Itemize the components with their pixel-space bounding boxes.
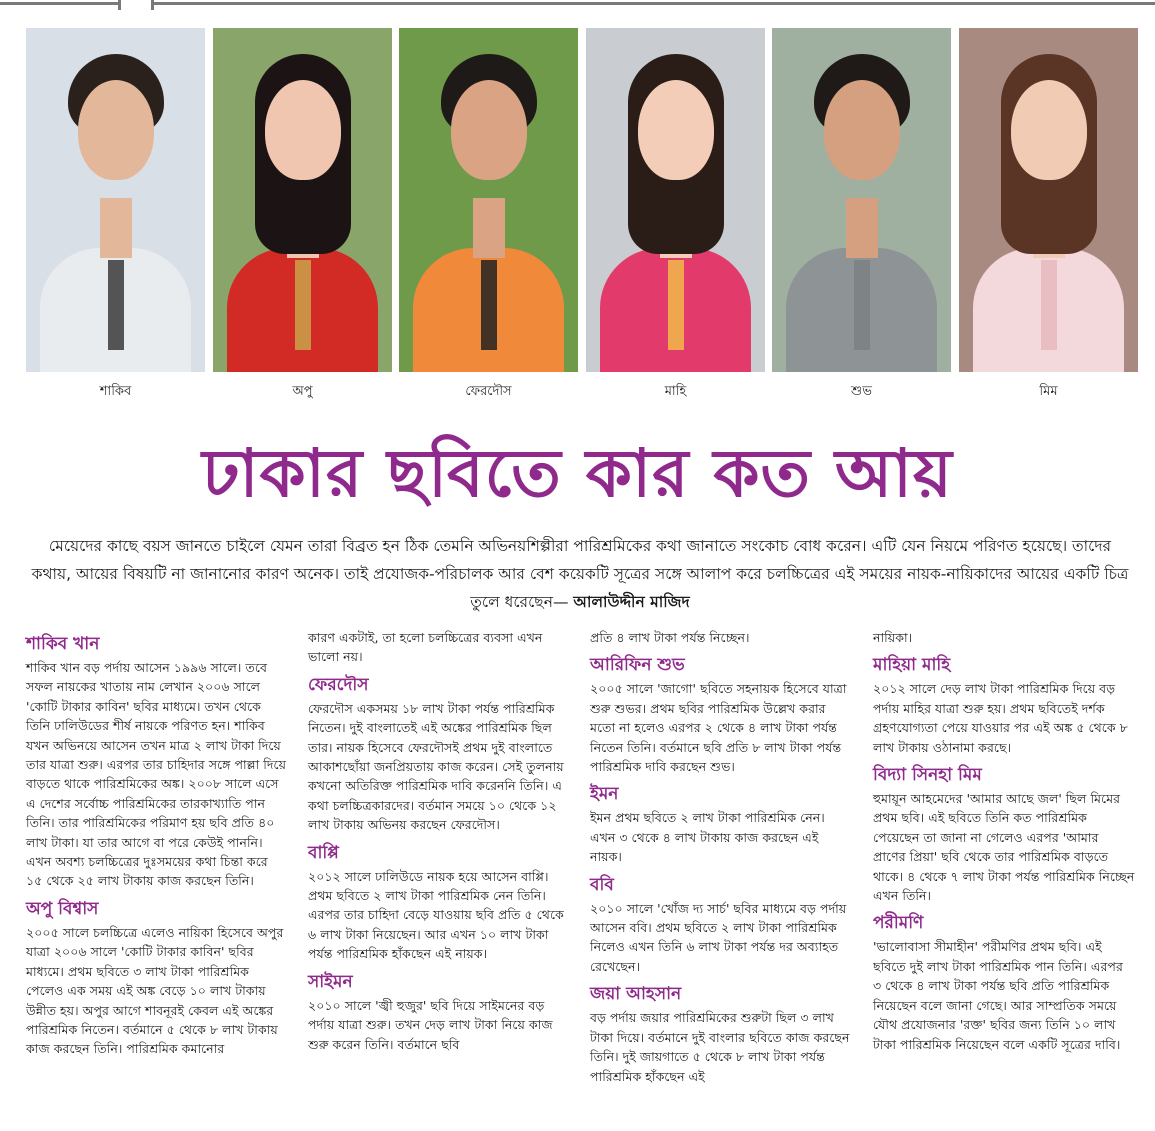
article-body: নায়িকা। bbox=[873, 630, 913, 645]
photo-strip bbox=[26, 28, 1138, 372]
article-item bbox=[26, 897, 288, 1059]
article-body: ২০১২ সালে দেড় লাখ টাকা পারিশ্রমিক দিয়ে বড় পর্দায় মাহির যাত্রা শুরু হয়। প্রথম ছবিতেই দর্শক গ্রহণযোগ্যতা পেয়ে যাওয়ার পর এই অঙ্ক ৫ থেকে ৮ লাখ টাকায় ওঠানামা করছে। bbox=[873, 681, 1128, 755]
article-item bbox=[590, 982, 852, 1086]
article-columns bbox=[26, 628, 1138, 1128]
article-item bbox=[873, 628, 1135, 647]
portrait-neck bbox=[100, 198, 132, 258]
article-item bbox=[590, 873, 852, 977]
portrait-photo bbox=[26, 28, 205, 372]
portrait-face bbox=[78, 80, 154, 180]
portrait-accent bbox=[668, 260, 684, 350]
article-heading: সাইমন bbox=[308, 971, 353, 992]
article-body: ২০১০ সালে 'জ্বী হুজুর' ছবি দিয়ে সাইমনের বড় পর্দায় যাত্রা শুরু। তখন দেড় লাখ টাকা নিয়ে কাজ শুরু করেন তিনি। বর্তমানে ছবি bbox=[308, 997, 553, 1052]
portrait-accent bbox=[108, 260, 124, 350]
article-heading: ববি bbox=[590, 874, 614, 895]
article-item bbox=[873, 763, 1135, 905]
article-heading: বিদ্যা সিনহা মিম bbox=[873, 765, 982, 786]
article-heading: মাহিয়া মাহি bbox=[873, 655, 951, 676]
article-body: ফেরদৌস একসময় ১৮ লাখ টাকা পর্যন্ত পারিশ্রমিক নিতেন। দুই বাংলাতেই এই অঙ্কের পারিশ্রমিক ছিল তার। নায়ক হিসেবে ফেরদৌসই প্রথম দুই বাংলাতে আকাশছোঁয়া জনপ্রিয়তায় কাজ করেন। সেই তুলনায় কখনো অতিরিক্ত পারিশ্রমিক দাবি করেননি তিনি। এ কথা চলচ্চিত্রকারদের। বর্তমান সময়ে ১০ থেকে ১২ লাখ টাকায় অভিনয় করছেন ফেরদৌস। bbox=[308, 700, 564, 833]
page-rule bbox=[0, 2, 1155, 5]
article-column bbox=[590, 628, 852, 1092]
article-item bbox=[308, 673, 570, 835]
photo-caption: শাকিব bbox=[99, 384, 132, 399]
portrait-face bbox=[1011, 80, 1087, 180]
article-heading: জয়া আহসান bbox=[590, 984, 682, 1005]
photo-caption: অপু bbox=[292, 384, 313, 399]
article-body: ২০১০ সালে 'খোঁজ দ্য সার্চ' ছবির মাধ্যমে বড় পর্দায় আসেন ববি। প্রথম ছবিতে ২ লাখ টাকা পারিশ্রমিক নিলেও এখন তিনি ৬ লাখ টাকা পর্যন্ত দর অব্যাহত রেখেছেন। bbox=[590, 900, 847, 974]
article-heading: আরিফিন শুভ bbox=[590, 655, 685, 676]
portrait-photo bbox=[772, 28, 951, 372]
article-body: বড় পর্দায় জয়ার পারিশ্রমিকের শুরুটা ছিল ৩ লাখ টাকা দিয়ে। বর্তমানে দুই বাংলার ছবিতে কাজ করছেন তিনি। দুই জায়গাতে ৫ থেকে ৮ লাখ টাকা পর্যন্ত পারিশ্রমিক হাঁকছেন এই bbox=[590, 1010, 850, 1084]
photo-captions bbox=[26, 382, 1138, 402]
portrait-photo bbox=[213, 28, 392, 372]
headline: ঢাকার ছবিতে কার কত আয় bbox=[202, 435, 953, 512]
article-body: 'ভালোবাসা সীমাহীন' পরীমণির প্রথম ছবি। এই ছবিতে দুই লাখ টাকা পারিশ্রমিক পান তিনি। এরপর ৩ থেকে ৪ লাখ টাকা পর্যন্ত ছবি প্রতি পারিশ্রমিক নিয়েছেন বলে জানা গেছে। আর সাম্প্রতিক সময়ে যৌথ প্রযোজনার 'রক্ত' ছবির জন্য তিনি ১০ লাখ টাকা পারিশ্রমিক নিয়েছেন বলে একটি সূত্রের দাবি। bbox=[873, 939, 1123, 1052]
article-column bbox=[873, 628, 1135, 1060]
photo-caption: মাহি bbox=[664, 384, 687, 399]
portrait-accent bbox=[481, 260, 497, 350]
page-tab-mark bbox=[118, 0, 154, 10]
portrait-neck bbox=[473, 198, 505, 258]
article-body: শাকিব খান বড় পর্দায় আসেন ১৯৯৬ সালে। তবে সফল নায়কের খাতায় নাম লেখান ২০০৬ সালে 'কোটি টাকার কাবিন' ছবির মাধ্যমে। তখন থেকে তিনি ঢালিউডের শীর্ষ নায়কে পরিণত হন। শাকিব যখন অভিনয়ে আসেন তখন মাত্র ২ লাখ টাকা দিয়ে তার যাত্রা শুরু। এরপর তার চাহিদার সঙ্গে পাল্লা দিয়ে বাড়তে থাকে পারিশ্রমিকের অঙ্ক। ২০০৮ সালে এসে এ দেশের সর্বোচ্চ পারিশ্রমিকের তারকাখ্যাতি পান তিনি। তার পারিশ্রমিকের পরিমাণ হয় ছবি প্রতি ৪০ লাখ টাকা। যা তার আগে বা পরে কেউই পাননি। এখন অবশ্য চলচ্চিত্রের দুঃসময়ের কথা চিন্তা করে ১৫ থেকে ২৫ লাখ টাকায় কাজ করছেন তিনি। bbox=[26, 660, 286, 889]
article-item bbox=[26, 632, 288, 891]
article-body: ২০১২ সালে ঢালিউডে নায়ক হয়ে আসেন বাপ্পি। প্রথম ছবিতে ২ লাখ টাকা পারিশ্রমিক নেন তিনি। এরপর তার চাহিদা বেড়ে যাওয়ায় ছবি প্রতি ৫ থেকে ৬ লাখ টাকা নিয়েছেন। আর এখন ১০ লাখ টাকা পর্যন্ত পারিশ্রমিক হাঁকছেন এই নায়ক। bbox=[308, 868, 564, 962]
article-body: ২০০৫ সালে চলচ্চিত্রে এলেও নায়িকা হিসেবে অপুর যাত্রা ২০০৬ সালে 'কোটি টাকার কাবিন' ছবির মাধ্যমে। প্রথম ছবিতে ৩ লাখ টাকা পারিশ্রমিক পেলেও এক সময় এই অঙ্ক বেড়ে ১০ লাখ টাকায় উন্নীত হয়। অপুর আগে শাবনূরই কেবল এই অঙ্কের পারিশ্রমিক নিতেন। বর্তমানে ৫ থেকে ৮ লাখ টাকায় কাজ করছেন তিনি। পারিশ্রমিক কমানোর bbox=[26, 924, 284, 1057]
article-heading: শাকিব খান bbox=[26, 634, 100, 654]
portrait-accent bbox=[854, 260, 870, 350]
article-item bbox=[308, 841, 570, 964]
portrait-neck bbox=[846, 198, 878, 258]
article-item bbox=[590, 782, 852, 866]
article-heading: বাপ্পি bbox=[308, 842, 339, 863]
article-item bbox=[590, 653, 852, 776]
article-body: ইমন প্রথম ছবিতে ২ লাখ টাকা পারিশ্রমিক নেন। এখন ৩ থেকে ৪ লাখ টাকায় কাজ করছেন এই নায়ক। bbox=[590, 810, 825, 865]
portrait-accent bbox=[1041, 260, 1057, 350]
article-item bbox=[590, 628, 852, 647]
article-item bbox=[873, 653, 1135, 757]
article-body: হুমায়ূন আহমেদের 'আমার আছে জল' ছিল মিমের প্রথম ছবি। এই ছবিতে তিনি কত পারিশ্রমিক পেয়েছেন তা জানা না গেলেও এরপর 'আমার প্রাণের প্রিয়া' ছবি থেকে তার পারিশ্রমিক বাড়তে থাকে। ৪ থেকে ৭ লাখ টাকা পর্যন্ত পারিশ্রমিক নিচ্ছেন এখন তিনি। bbox=[873, 791, 1135, 904]
article-heading: অপু বিশ্বাস bbox=[26, 898, 99, 919]
article-heading: ফেরদৌস bbox=[308, 674, 369, 695]
portrait-face bbox=[638, 80, 714, 180]
article-column bbox=[308, 628, 570, 1060]
top-rule bbox=[0, 0, 1155, 10]
portrait-face bbox=[265, 80, 341, 180]
article-column bbox=[26, 628, 288, 1065]
intro-text: মেয়েদের কাছে বয়স জানতে চাইলে যেমন তারা বিব্রত হন ঠিক তেমনি অভিনয়শিল্পীরা পারিশ্রমিকের কথা জানাতে সংকোচ বোধ করেন। এটি যেন নিয়মে পরিণত হয়েছে। তাদের কথায়, আয়ের বিষয়টি না জানানোর কারণ অনেক। তাই প্রযোজক-পরিচালক আর বেশ কয়েকটি সূত্রের সঙ্গে আলাপ করে চলচ্চিত্রের এই সময়ের নায়ক-নায়িকাদের আয়ের একটি চিত্র তুলে ধরেছেন— bbox=[31, 537, 1129, 611]
portrait-photo bbox=[959, 28, 1138, 372]
article-body: ২০০৫ সালে 'জাগো' ছবিতে সহনায়ক হিসেবে যাত্রা শুরু শুভর। প্রথম ছবির পারিশ্রমিক উল্লেখ করার মতো না হলেও এরপর ২ থেকে ৪ লাখ টাকা পর্যন্ত নিতেন তিনি। বর্তমানে ছবি প্রতি ৮ লাখ টাকা পর্যন্ত পারিশ্রমিক দাবি করছেন শুভ। bbox=[590, 681, 847, 775]
article-heading: ইমন bbox=[590, 784, 619, 805]
portrait-photo bbox=[399, 28, 578, 372]
photo-caption: মিম bbox=[1039, 384, 1058, 399]
photo-caption: শুভ bbox=[851, 384, 872, 399]
portrait-face bbox=[824, 80, 900, 180]
article-item bbox=[308, 628, 570, 667]
article-item bbox=[308, 970, 570, 1054]
byline: আলাউদ্দীন মাজিদ bbox=[573, 593, 690, 611]
intro-paragraph bbox=[30, 532, 1130, 616]
portrait-photo bbox=[586, 28, 765, 372]
article-item bbox=[873, 911, 1135, 1053]
portrait-accent bbox=[295, 260, 311, 350]
article-body: কারণ একটাই, তা হলো চলচ্চিত্রের ব্যবসা এখন ভালো নয়। bbox=[308, 630, 543, 665]
article-body: প্রতি ৪ লাখ টাকা পর্যন্ত নিচ্ছেন। bbox=[590, 630, 750, 645]
article-heading: পরীমণি bbox=[873, 913, 924, 934]
portrait-face bbox=[451, 80, 527, 180]
photo-caption: ফেরদৌস bbox=[465, 384, 512, 399]
